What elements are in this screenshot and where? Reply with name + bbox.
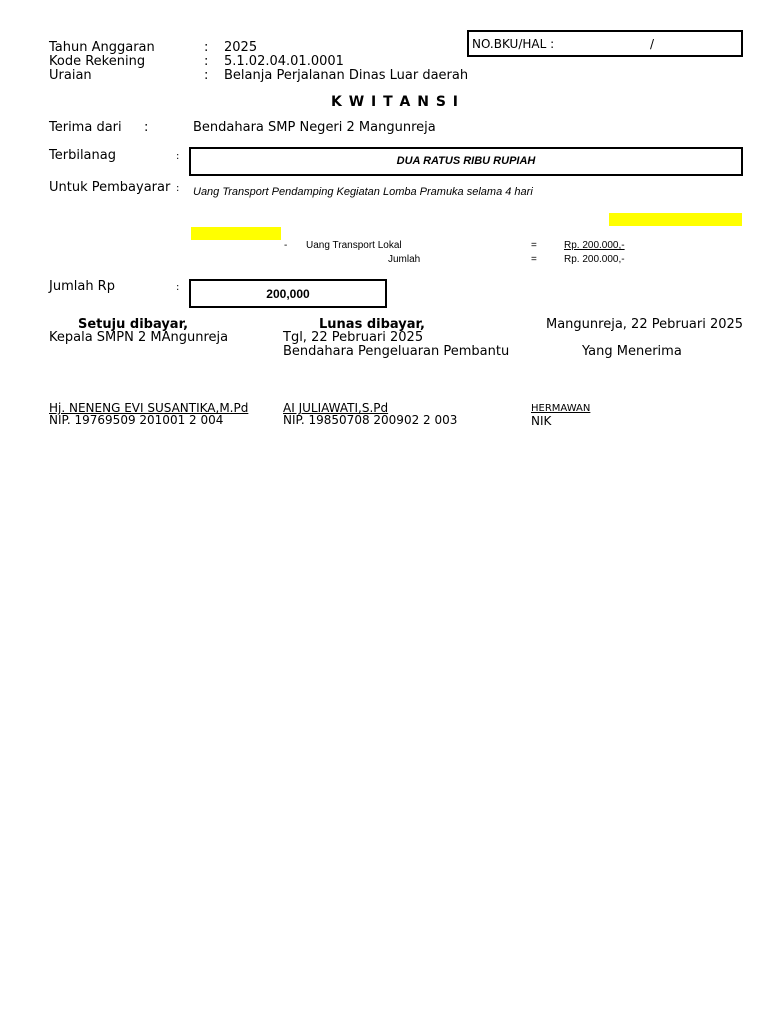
- jumlah-rp-label: Jumlah Rp: [49, 279, 115, 294]
- untuk-pembayaran-colon: :: [176, 183, 180, 194]
- highlight-cell-left: [191, 227, 281, 240]
- terbilang-box: [189, 147, 743, 176]
- yang-menerima-label: Yang Menerima: [582, 344, 682, 359]
- uraian-value: Belanja Perjalanan Dinas Luar daerah: [224, 68, 469, 83]
- tanggal-lunas: Tgl, 22 Pebruari 2025: [283, 330, 424, 345]
- jumlah-box: [189, 279, 387, 308]
- terima-dari-colon: :: [144, 120, 149, 135]
- kepala-sekolah-title: Kepala SMPN 2 MAngunreja: [49, 330, 229, 345]
- page-title: K W I T A N S I: [330, 94, 459, 110]
- rincian-dash: -: [284, 240, 288, 251]
- bendahara-name: AI JULIAWATI,S.Pd: [283, 401, 389, 415]
- bendahara-title: Bendahara Pengeluaran Pembantu: [283, 344, 510, 359]
- kepala-sekolah-nip: NIP. 19769509 201001 2 004: [49, 413, 224, 427]
- no-bku-label: NO.BKU/HAL :: [472, 37, 555, 51]
- tahun-anggaran-value: 2025: [224, 40, 258, 55]
- terima-dari-label: Terima dari: [49, 120, 122, 135]
- tahun-anggaran-colon: :: [204, 40, 209, 55]
- untuk-pembayaran-value: Uang Transport Pendamping Kegiatan Lomba Pramuka selama 4 hari: [193, 186, 533, 198]
- penerima-name: HERMAWAN: [531, 403, 591, 414]
- lunas-dibayar-label: Lunas dibayar,: [319, 317, 425, 332]
- jumlah-value: 200,000: [266, 287, 310, 301]
- jumlah-rp-colon: :: [176, 282, 180, 293]
- rincian-item-value: Rp. 200.000,-: [564, 240, 625, 251]
- terbilang-value: DUA RATUS RIBU RUPIAH: [396, 155, 536, 167]
- kode-rekening-label: Kode Rekening: [49, 54, 146, 69]
- setuju-dibayar-label: Setuju dibayar,: [78, 317, 189, 332]
- terima-dari-value: Bendahara SMP Negeri 2 Mangunreja: [193, 120, 436, 135]
- no-bku-slash: /: [650, 37, 655, 51]
- no-bku-box: [467, 30, 743, 57]
- kode-rekening-value: 5.1.02.04.01.0001: [224, 54, 344, 69]
- terbilang-label: Terbilanag: [49, 148, 116, 163]
- kepala-sekolah-name: Hj. NENENG EVI SUSANTIKA,M.Pd: [49, 401, 249, 415]
- kode-rekening-colon: :: [204, 54, 209, 69]
- rincian-total-value: Rp. 200.000,-: [564, 254, 625, 265]
- tahun-anggaran-label: Tahun Anggaran: [49, 40, 155, 55]
- rincian-total-label: Jumlah: [388, 254, 421, 265]
- rincian-total-equals: =: [531, 254, 537, 265]
- rincian-item-label: Uang Transport Lokal: [306, 240, 402, 251]
- tempat-tanggal: Mangunreja, 22 Pebruari 2025: [546, 317, 744, 332]
- rincian-item-equals: =: [531, 240, 537, 251]
- untuk-pembayaran-label: Untuk Pembayarar: [49, 180, 171, 195]
- uraian-label: Uraian: [49, 68, 92, 83]
- penerima-nik: NIK: [531, 414, 552, 428]
- uraian-colon: :: [204, 68, 209, 83]
- highlight-cell-right: [609, 213, 742, 226]
- terbilang-colon: :: [176, 151, 180, 162]
- bendahara-nip: NIP. 19850708 200902 2 003: [283, 413, 458, 427]
